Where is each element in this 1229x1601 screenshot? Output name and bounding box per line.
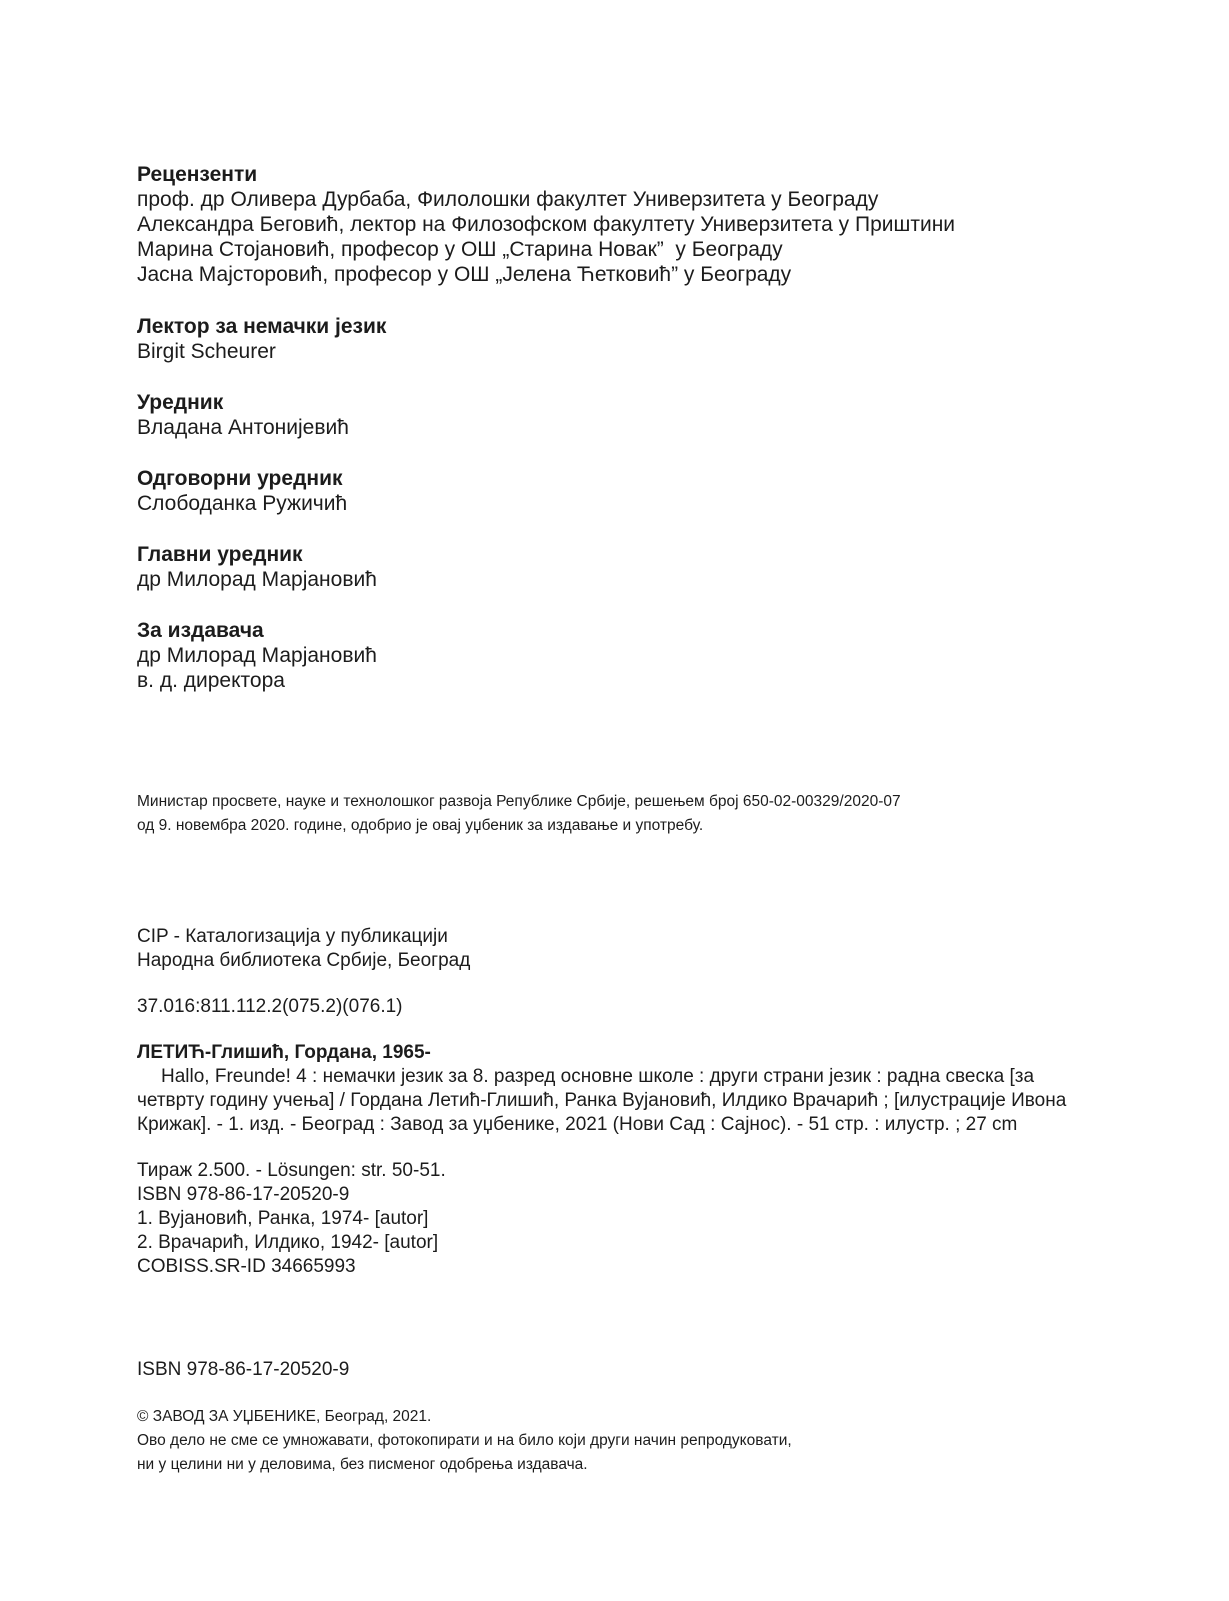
reviewers-section [137,162,955,287]
german-lector-name: Birgit Scheurer [137,340,276,363]
reviewer-line: Александра Беговић, лектор на Филозофском факултету Универзитета у Приштини [137,213,956,236]
ministry-line: од 9. новембра 2020. године, одобрио је овај уџбеник за издавање и употребу. [137,817,704,834]
ministry-line: Министар просвете, науке и технолошког развоја Републике Србије, решењем број 650-02-00329/2020-07 [137,793,901,810]
cip-note: 2. Врачарић, Илдико, 1942- [autor] [137,1232,439,1253]
responsible-editor-heading: Одговорни уредник [137,467,343,490]
copyright-line: © ЗАВОД ЗА УЏБЕНИКЕ, Београд, 2021. [137,1408,432,1425]
reviewer-line: Марина Стојановић, професор у ОШ „Старина Новак” у Београду [137,238,783,261]
editor-name: Владана Антонијевић [137,416,349,439]
cip-header-line: CIP - Каталогизација у публикацији [137,926,448,947]
editor-section [137,390,349,440]
chief-editor-section [137,542,377,592]
for-publisher-name: др Милорад Марјановић [137,644,377,667]
isbn-line [137,1358,349,1382]
reviewer-line: проф. др Оливера Дурбаба, Филолошки факултет Универзитета у Београду [137,188,879,211]
reviewers-heading: Рецензенти [137,163,258,186]
responsible-editor-name: Слободанка Ружичић [137,492,348,515]
chief-editor-name: др Милорад Марјановић [137,568,377,591]
cip-description: Hallo, Freunde! 4 : немачки језик за 8. разред основне школе : други страни језик : радна свеска [за четврту годину учења] / Гордана Летић-Глишић, Ранка Вујановић, Илдико Врачарић ; [илустрације Ивона Крижак]. - 1. изд. - Београд : Завод за уџбенике, 2021 (Нови Сад : Сајнос). - 51 стр. : илустр. ; 27 cm [137,1066,1067,1135]
cip-header-line: Народна библиотека Србије, Београд [137,950,471,971]
isbn-text: ISBN 978-86-17-20520-9 [137,1359,350,1380]
cip-udc: 37.016:811.112.2(075.2)(076.1) [137,996,403,1017]
for-publisher-section [137,618,377,693]
cip-note: Тираж 2.500. - Lösungen: str. 50-51. [137,1160,446,1181]
german-lector-section [137,314,386,364]
copyright-line: ни у целини ни у деловима, без писменог одобрења издавача. [137,1456,588,1473]
cip-author-heading: ЛЕТИЋ-Глишић, Гордана, 1965- [137,1042,431,1063]
cip-record [137,925,1102,1279]
cip-note: ISBN 978-86-17-20520-9 [137,1184,350,1205]
cip-note: 1. Вујановић, Ранка, 1974- [autor] [137,1208,429,1229]
copyright-line: Ово дело не сме се умножавати, фотокопирати и на било који други начин репродуковати, [137,1432,792,1449]
reviewer-line: Јасна Мајсторовић, професор у ОШ „Јелена Ћетковић” у Београду [137,263,792,286]
editor-heading: Уредник [137,391,224,414]
responsible-editor-section [137,466,347,516]
copyright-notice [137,1405,792,1477]
german-lector-heading: Лектор за немачки језик [137,315,387,338]
cip-note: COBISS.SR-ID 34665993 [137,1256,356,1277]
for-publisher-heading: За издавача [137,619,264,642]
for-publisher-role: в. д. директора [137,669,285,692]
ministry-approval [137,790,901,838]
chief-editor-heading: Главни уредник [137,543,303,566]
